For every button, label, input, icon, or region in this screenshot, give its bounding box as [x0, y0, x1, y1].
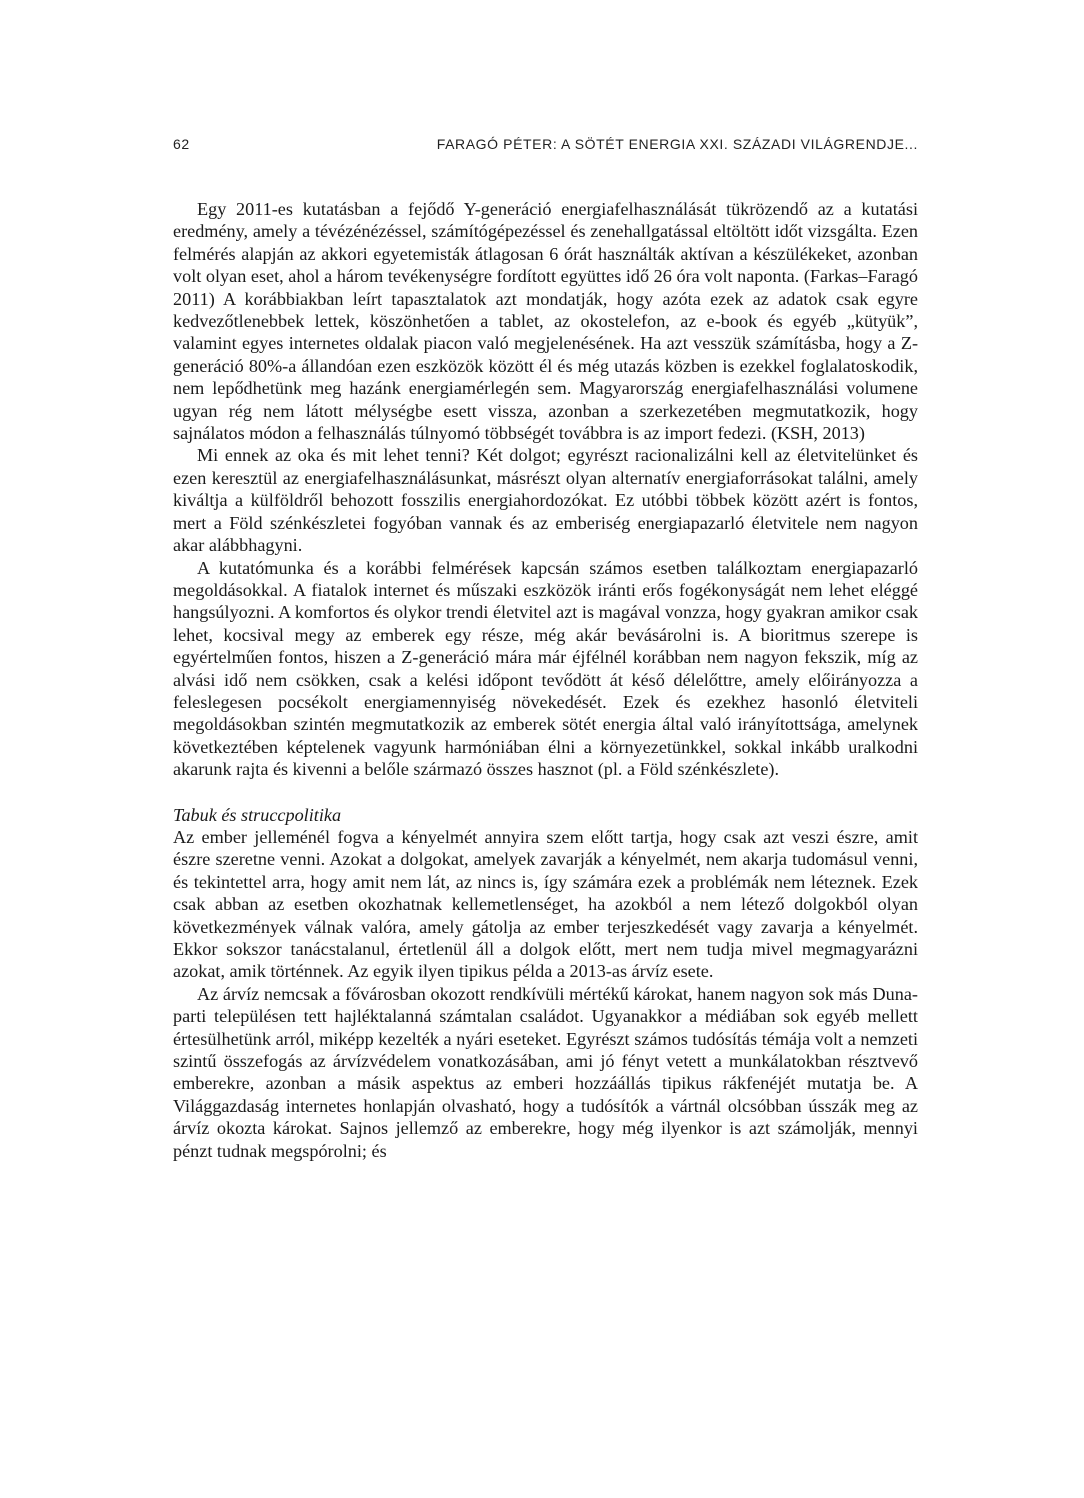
page-header — [173, 136, 918, 156]
page-number: 62 — [173, 136, 190, 152]
paragraph-generation-energy-use: Egy 2011-es kutatásban a fejődő Y-generáció energiafelhasználását tükrözendő az a kutatási eredmény, amely a tévézénézéssel, számítógépezéssel és zenehallgatással eltöltött időt vizsgálta. Ezen felmérés alapján az akkori egyetemisták átlagosan 6 órát használták aktívan a készülékeket, azonban volt olyan eset, ahol a három tevékenységre fordított együttes idő 26 óra volt naponta. (Farkas–Faragó 2011) A korábbiakban leírt tapasztalatok azt mondatják, hogy azóta ezek az adatok csak egyre kedvezőtlenebbek lettek, köszönhetően a tablet, az okostelefon, az e-book és egyéb „kütyük”, valamint egyes internetes oldalak piacon való megjelenésének. Ha azt vesszük számításba, hogy a Z-generáció 80%-a állandóan ezen eszközök között él és még utazás közben is ezekkel foglalatoskodik, nem lepődhetünk meg hazánk energiamérlegén sem. Magyarország energiafelhasználási volumene ugyan rég nem látott mélységbe esett vissza, azonban a szerkezetében megmutatkozik, hogy sajnálatos módon a felhasználás túlnyomó többségét továbbra is az import fedezi. (KSH, 2013) — [173, 199, 918, 444]
paragraph-comfort-taboos: Az ember jelleménél fogva a kényelmét annyira szem előtt tartja, hogy csak azt veszi észre, amit észre szeretne venni. Azokat a dolgokat, amelyek zavarják a kényelmét, nem akarja tudomásul venni, és tekintettel arra, hogy amit nem lát, az nincs is, így számára ezek a problémák nem léteznek. Ezek csak abban az esetben okozhatnak kellemetlenséget, ha azokból a nem létező dolgokból olyan következmények válnak valóra, amely gátolja az ember terjeszkedését vagy zavarja a kényelmét. Ekkor sokszor tanácstalanul, értetlenül áll a dolgok előtt, mert nem tudja mivel megmagyarázni azokat, amik történnek. Az egyik ilyen tipikus példa a 2013-as árvíz esete. — [173, 826, 918, 982]
running-title: FARAGÓ PÉTER: A SÖTÉT ENERGIA XXI. SZÁZADI VILÁGRENDJE... — [436, 136, 918, 152]
body-text — [173, 198, 918, 1162]
section-heading: Tabuk és struccpolitika — [173, 804, 342, 825]
paragraph-flood-2013: Az árvíz nemcsak a fővárosban okozott rendkívüli mértékű károkat, hanem nagyon sok más Duna-parti településen tett hajléktalanná számtalan családot. Ugyanakkor a médiában sok egyéb mellett értesülhetünk arról, miképp kezelték a nyári eseteket. Egyrészt számos tudósítás témája volt a nemzeti szintű összefogás az árvízvédelem vonatkozásában, ami jó fényt vetett a munkálatokban résztvevő emberekre, azonban a másik aspektus az emberi hozzáállás tipikus rákfenéjét mutatja be. A Világgazdaság internetes honlapján olvasható, hogy a tudósítók a vártnál olcsóbban ússzák meg az árvíz okozta károkat. Sajnos jellemző az emberekre, hogy még ilyenkor is azt számolják, mennyi pénzt tudnak megspórolni; és — [173, 983, 918, 1161]
paragraph-research-findings: A kutatómunka és a korábbi felmérések kapcsán számos esetben találkoztam energiapazarló megoldásokkal. A fiatalok internet és műszaki eszközök iránti erős fogékonyságát nem lehet eléggé hangsúlyozni. A komfortos és olykor trendi életvitel azt is magával vonzza, hogy gyakran amikor csak lehet, kocsival megy az emberek egy része, még akár bevásárolni is. A bioritmus szerepe is egyértelműen fontos, hiszen a Z-generáció mára már éjfélnél korábban nem nagyon fekszik, míg az alvási idő nem csökken, csak a kelési időpont tevődött át késő délelőttre, amely előirányozza a feleslegesen pocsékolt energiamennyiség növekedését. Ezek és ezekhez hasonló életviteli megoldásokban szintén megmutatkozik az emberek sötét energia által való irányítottsága, amelynek következtében képtelenek vagyunk harmóniában élni a környezetünkkel, sokkal inkább uralkodni akarunk rajta és kivenni a belőle származó összes hasznot (pl. a Föld szénkészlete). — [173, 557, 918, 780]
paragraph-what-to-do: Mi ennek az oka és mit lehet tenni? Két dolgot; egyrészt racionalizálni kell az életvitelünket és ezen keresztül az energiafelhasználásunkat, másrészt olyan alternatív energiaforrásokat találni, amely kiváltja a külföldről behozott fosszilis energiahordozókat. Ez utóbbi többek között azért is fontos, mert a Föld szénkészletei fogyóban vannak és az emberiség energiapazarló életvitele nem nagyon akar alábbhagyni. — [173, 445, 918, 556]
